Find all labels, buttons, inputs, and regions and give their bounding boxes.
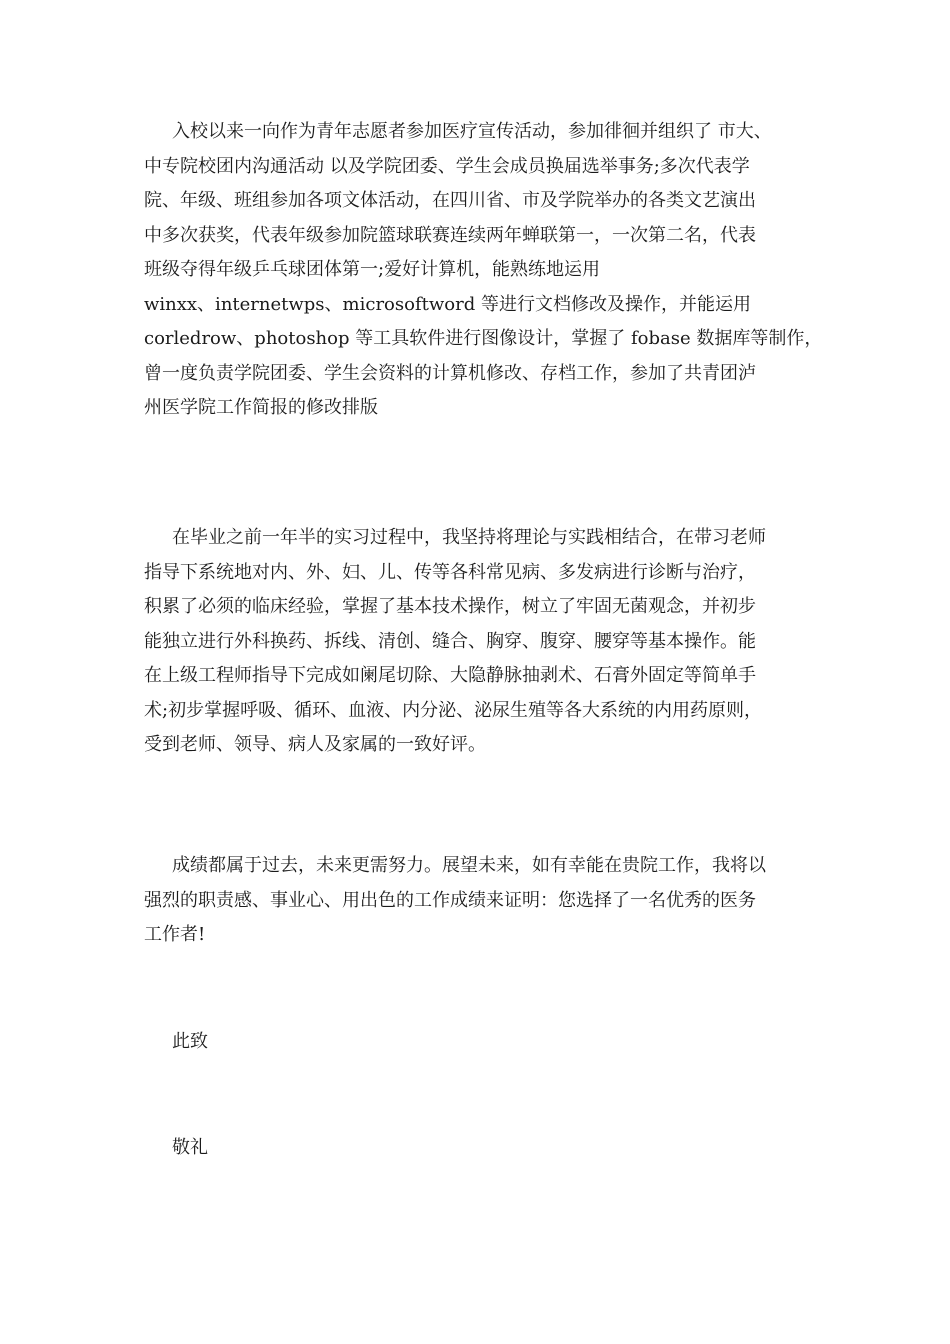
text-line: 工作者! (144, 924, 206, 945)
paragraph-outlook (144, 849, 834, 953)
text-line: 入校以来一向作为青年志愿者参加医疗宣传活动，参加徘徊并组织了 市大、 (172, 121, 772, 142)
text-line: 中多次获奖，代表年级参加院篮球联赛连续两年蝉联第一，一次第二名，代表 (144, 224, 756, 246)
text-line: 在上级工程师指导下完成如阑尾切除、大隐静脉抽剥术、石膏外固定等简单手 (144, 665, 756, 686)
text-line: 州医学院工作简报的修改排版 (144, 397, 378, 418)
text-line: 强烈的职责感、事业心、用出色的工作成绩来证明：您选择了一名优秀的医务 (144, 889, 756, 911)
text-line: 受到老师、领导、病人及家属的一致好评。 (144, 734, 486, 755)
text-line: 积累了必须的临床经验，掌握了基本技术操作，树立了牢固无菌观念，并初步 (144, 596, 756, 617)
text-line: 在毕业之前一年半的实习过程中，我坚持将理论与实践相结合，在带习老师 (172, 527, 766, 548)
paragraph-activities (144, 115, 834, 426)
text-line: 中专院校团内沟通活动 以及学院团委、学生会成员换届选举事务;多次代表学 (144, 155, 750, 177)
text-line: 曾一度负责学院团委、学生会资料的计算机修改、存档工作，参加了共青团泸 (144, 362, 756, 384)
regards-text: 敬礼 (172, 1137, 208, 1158)
closing-regards (144, 1131, 834, 1166)
text-line: 术;初步掌握呼吸、循环、血液、内分泌、泌尿生殖等各大系统的内用药原则， (144, 699, 763, 721)
text-line: winxx、internetwps、microsoftword 等进行文档修改及操作，并能运用 (144, 293, 751, 315)
closing-text: 此致 (172, 1031, 208, 1052)
text-line: 班级夺得年级乒乓球团体第一;爱好计算机，能熟练地运用 (144, 259, 601, 280)
paragraph-internship (144, 521, 834, 763)
text-line: 能独立进行外科换药、拆线、清创、缝合、胸穿、腹穿、腰穿等基本操作。能 (144, 630, 756, 652)
closing-salutation (144, 1025, 834, 1060)
text-line: corledrow、photoshop 等工具软件进行图像设计，掌握了 fobase 数据库等制作， (144, 328, 823, 349)
text-line: 院、年级、班组参加各项文体活动，在四川省、市及学院举办的各类文艺演出 (144, 190, 756, 211)
text-line: 成绩都属于过去，未来更需努力。展望未来，如有幸能在贵院工作，我将以 (172, 855, 766, 876)
text-line: 指导下系统地对内、外、妇、儿、传等各科常见病、多发病进行诊断与治疗， (144, 561, 756, 583)
